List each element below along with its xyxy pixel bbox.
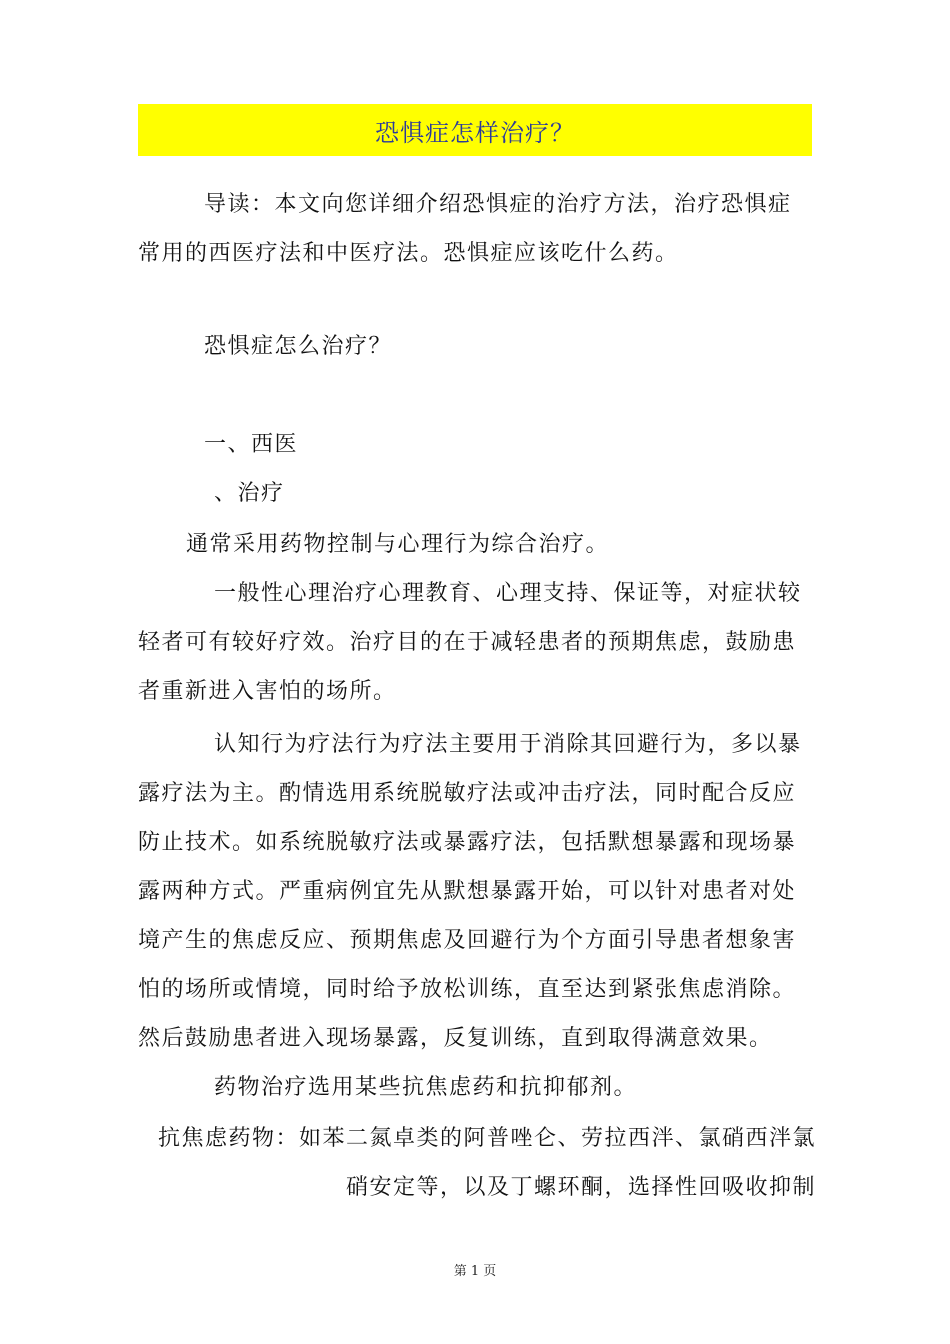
title-highlight-bar: [138, 104, 812, 156]
section-heading-western: 一、西医: [204, 432, 299, 457]
page-number: 第 1 页: [453, 1264, 497, 1279]
paragraph-drug-therapy: 药物治疗选用某些抗焦虑药和抗抑郁剂。: [214, 1075, 638, 1100]
question-heading: 恐惧症怎么治疗？: [204, 334, 393, 359]
section-subheading-treatment: 、治疗: [214, 481, 285, 506]
paragraph-anxiolytic-line1: 抗焦虑药物：如苯二氮卓类的阿普唑仑、劳拉西泮、氯硝西泮氯: [158, 1126, 817, 1151]
intro-paragraph: 导读：本文向您详细介绍恐惧症的治疗方法，治疗恐惧症常用的西医疗法和中医疗法。恐惧症应该吃什么药。: [138, 192, 792, 266]
document-title: 恐惧症怎样治疗？: [375, 118, 575, 147]
paragraph-anxiolytic-line2: 硝安定等，以及丁螺环酮，选择性回吸收抑制: [346, 1175, 817, 1200]
paragraph-psychotherapy: 一般性心理治疗心理教育、心理支持、保证等，对症状较轻者可有较好疗效。治疗目的在于减轻患者的预期焦虑，鼓励患者重新进入害怕的场所。: [138, 581, 802, 704]
paragraph-cbt: 认知行为疗法行为疗法主要用于消除其回避行为，多以暴露疗法为主。酌情选用系统脱敏疗法或冲击疗法，同时配合反应防止技术。如系统脱敏疗法或暴露疗法，包括默想暴露和现场暴露两种方式。严重病例宜先从默想暴露开始，可以针对患者对处境产生的焦虑反应、预期焦虑及回避行为个方面引导患者想象害怕的场所或情境，同时给予放松训练，直至达到紧张焦虑消除。然后鼓励患者进入现场暴露，反复训练，直到取得满意效果。: [138, 732, 802, 1051]
paragraph-general: 通常采用药物控制与心理行为综合治疗。: [186, 532, 610, 557]
